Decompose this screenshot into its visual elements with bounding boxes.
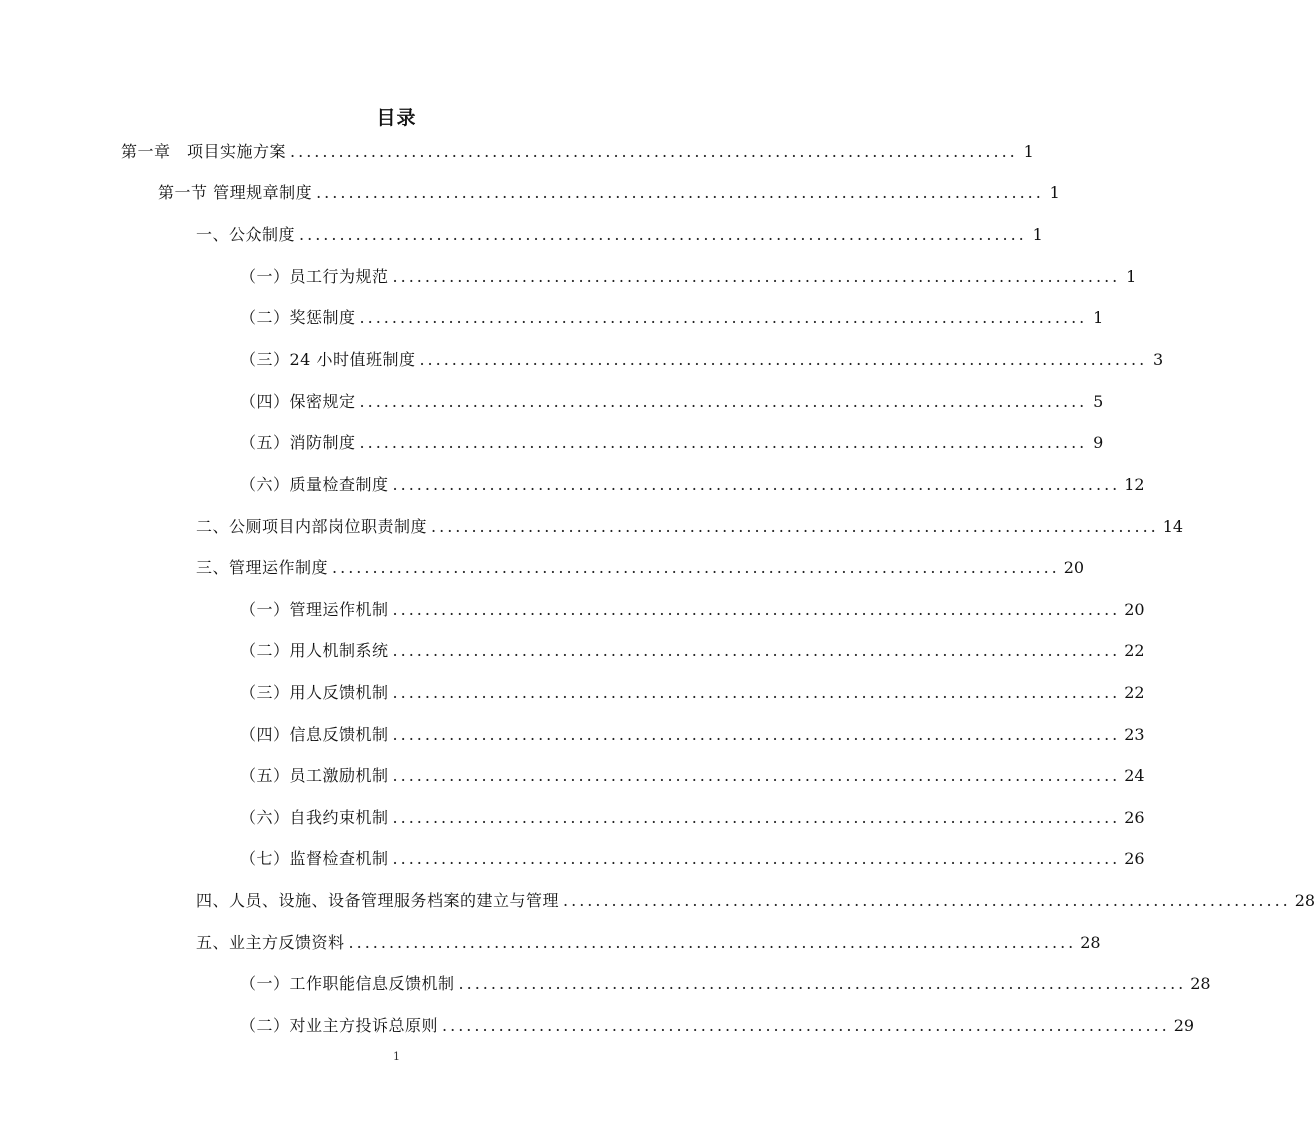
toc-entry-item-4[interactable]: [196, 888, 1315, 914]
toc-entry-label: 二、公厕项目内部岗位职责制度: [196, 517, 428, 536]
toc-leader-dots: ..........................................................................................: [442, 1016, 1170, 1035]
toc-entry-label: （一）工作职能信息反馈机制: [240, 974, 455, 993]
toc-entry-page: 20: [1063, 558, 1085, 577]
toc-entry-page: 12: [1124, 475, 1145, 494]
toc-entry-section-1[interactable]: [158, 180, 1060, 206]
toc-entry-page: 23: [1124, 725, 1145, 744]
toc-leader-dots: ..........................................................................................: [332, 558, 1060, 577]
toc-title: 目录: [376, 107, 417, 129]
toc-entry-subitem[interactable]: [240, 971, 1211, 997]
toc-entry-subitem[interactable]: [240, 347, 1164, 373]
toc-entry-page: 24: [1124, 766, 1145, 785]
toc-leader-dots: ..........................................................................................: [316, 183, 1044, 202]
toc-leader-dots: ..........................................................................................: [392, 683, 1121, 702]
toc-entry-label: （二）奖惩制度: [240, 308, 356, 327]
toc-entry-page: 20: [1124, 600, 1145, 619]
toc-leader-dots: ..........................................................................................: [392, 725, 1121, 744]
toc-leader-dots: ..........................................................................................: [348, 933, 1077, 952]
toc-leader-dots: ..........................................................................................: [419, 350, 1148, 369]
toc-leader-dots: ..........................................................................................: [392, 641, 1121, 660]
toc-entry-label: 五、业主方反馈资料: [196, 933, 345, 952]
toc-entry-label: （一）员工行为规范: [240, 267, 389, 286]
toc-leader-dots: ..........................................................................................: [359, 308, 1088, 327]
toc-leader-dots: ..........................................................................................: [392, 267, 1121, 286]
toc-entry-page: 26: [1124, 849, 1145, 868]
toc-leader-dots: ..........................................................................................: [290, 142, 1018, 161]
toc-leader-dots: ..........................................................................................: [431, 517, 1159, 536]
toc-entry-label: （六）质量检查制度: [240, 475, 389, 494]
toc-entry-label: （二）用人机制系统: [240, 641, 389, 660]
toc-entry-page: 28: [1190, 974, 1211, 993]
toc-entry-subitem[interactable]: [240, 680, 1145, 706]
toc-entry-label: 第一章 项目实施方案: [121, 142, 287, 161]
toc-entry-subitem[interactable]: [240, 597, 1145, 623]
toc-leader-dots: ..........................................................................................: [299, 225, 1027, 244]
toc-entry-label: 三、管理运作制度: [196, 558, 329, 577]
toc-entry-page: 5: [1093, 392, 1104, 411]
toc-leader-dots: ..........................................................................................: [359, 433, 1088, 452]
toc-entry-page: 1: [1126, 267, 1137, 286]
toc-entry-page: 1: [1032, 225, 1043, 244]
toc-leader-dots: ..........................................................................................: [458, 974, 1187, 993]
toc-entry-page: 22: [1124, 683, 1145, 702]
toc-leader-dots: ..........................................................................................: [392, 475, 1121, 494]
toc-entry-subitem[interactable]: [240, 846, 1145, 872]
toc-entry-subitem[interactable]: [240, 472, 1145, 498]
toc-entry-item-1[interactable]: [196, 222, 1043, 248]
toc-entry-page: 1: [1049, 183, 1060, 202]
toc-entry-subitem[interactable]: [240, 389, 1104, 415]
toc-entry-label: 第一节 管理规章制度: [158, 183, 313, 202]
toc-entry-page: 29: [1173, 1016, 1195, 1035]
toc-entry-label: （三）用人反馈机制: [240, 683, 389, 702]
toc-entry-label: （七）监督检查机制: [240, 849, 389, 868]
toc-entry-page: 22: [1124, 641, 1145, 660]
toc-entry-label: （五）员工激励机制: [240, 766, 389, 785]
toc-leader-dots: ..........................................................................................: [392, 766, 1121, 785]
toc-entry-page: 1: [1023, 142, 1034, 161]
toc-entry-label: 四、人员、设施、设备管理服务档案的建立与管理: [196, 891, 560, 910]
toc-entry-subitem[interactable]: [240, 763, 1145, 789]
toc-leader-dots: ..........................................................................................: [563, 891, 1291, 910]
toc-leader-dots: ..........................................................................................: [392, 600, 1121, 619]
toc-entry-label: （二）对业主方投诉总原则: [240, 1016, 439, 1035]
toc-entry-label: （三）24 小时值班制度: [240, 350, 416, 369]
toc-entry-item-5[interactable]: [196, 930, 1101, 956]
toc-entry-page: 26: [1124, 808, 1145, 827]
toc-entry-subitem[interactable]: [240, 430, 1104, 456]
toc-entry-label: 一、公众制度: [196, 225, 296, 244]
toc-entry-page: 14: [1162, 517, 1184, 536]
toc-entry-item-2[interactable]: [196, 514, 1184, 540]
toc-entry-label: （五）消防制度: [240, 433, 356, 452]
page-number: 1: [393, 1050, 400, 1063]
toc-entry-page: 3: [1153, 350, 1164, 369]
toc-entry-label: （四）信息反馈机制: [240, 725, 389, 744]
toc-entry-subitem[interactable]: [240, 1013, 1195, 1039]
toc-entry-page: 1: [1093, 308, 1104, 327]
toc-leader-dots: ..........................................................................................: [359, 392, 1088, 411]
toc-entry-subitem[interactable]: [240, 638, 1145, 664]
toc-entry-chapter-1[interactable]: [121, 139, 1034, 165]
toc-entry-subitem[interactable]: [240, 264, 1137, 290]
toc-entry-subitem[interactable]: [240, 722, 1145, 748]
toc-entry-item-3[interactable]: [196, 555, 1085, 581]
toc-entry-subitem[interactable]: [240, 305, 1104, 331]
toc-entry-page: 28: [1080, 933, 1101, 952]
toc-leader-dots: ..........................................................................................: [392, 849, 1121, 868]
toc-entry-label: （六）自我约束机制: [240, 808, 389, 827]
toc-entry-page: 28: [1294, 891, 1315, 910]
toc-entry-label: （一）管理运作机制: [240, 600, 389, 619]
toc-entry-subitem[interactable]: [240, 805, 1145, 831]
toc-leader-dots: ..........................................................................................: [392, 808, 1121, 827]
toc-entry-label: （四）保密规定: [240, 392, 356, 411]
toc-entry-page: 9: [1093, 433, 1104, 452]
